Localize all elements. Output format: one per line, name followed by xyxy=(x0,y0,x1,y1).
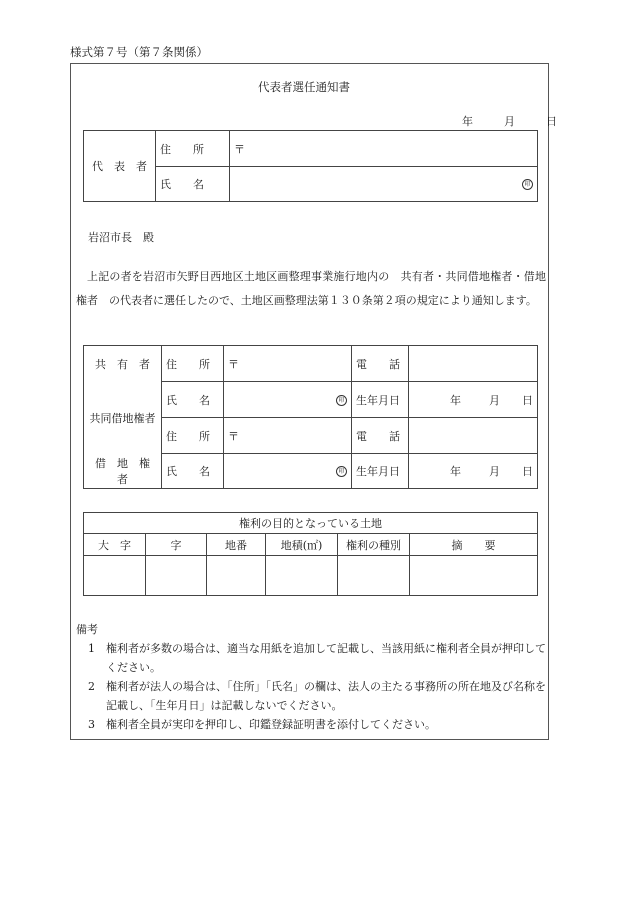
birth-day: 日 xyxy=(522,465,533,478)
date-month: 月 xyxy=(504,115,515,128)
note-item: 3 権利者全員が実印を押印し、印鑑登録証明書を添付してください。 xyxy=(88,718,436,731)
seal-icon: 印 xyxy=(336,395,347,406)
party2-address-field[interactable] xyxy=(224,418,352,454)
party1-birth-field[interactable] xyxy=(409,382,538,418)
birth-day: 日 xyxy=(522,393,533,407)
party1-name-label: 氏 名 xyxy=(162,382,224,418)
party2-name-field[interactable] xyxy=(224,454,352,489)
cell-right-type[interactable] xyxy=(338,556,410,596)
representative-address-field[interactable] xyxy=(230,131,538,167)
cell-oaza[interactable] xyxy=(84,556,146,596)
land-table-title: 権利の目的となっている土地 xyxy=(84,513,538,534)
representative-name-field[interactable] xyxy=(230,167,538,202)
party1-phone-field[interactable] xyxy=(409,346,538,382)
representative-name-label: 氏 名 xyxy=(156,167,230,202)
date-line xyxy=(462,113,557,129)
cell-aza[interactable] xyxy=(146,556,207,596)
party1-address-label: 住 所 xyxy=(162,346,224,382)
col-oaza: 大 字 xyxy=(84,534,146,556)
party2-phone-field[interactable] xyxy=(409,418,538,454)
col-lot-number: 地番 xyxy=(207,534,266,556)
col-area: 地積(㎡) xyxy=(266,534,338,556)
party2-address-label: 住 所 xyxy=(162,418,224,454)
party2-birth-field[interactable] xyxy=(409,454,538,489)
note-item: 1 権利者が多数の場合は、適当な用紙を追加して記載し、当該用紙に権利者全員が押印してください。 xyxy=(88,642,546,674)
form-number: 様式第７号（第７条関係） xyxy=(70,45,208,59)
notes-heading: 備考 xyxy=(76,623,98,636)
role-co-owner: 共 有 者 xyxy=(84,346,162,382)
col-right-type: 権利の種別 xyxy=(338,534,410,556)
note-item: 2 権利者が法人の場合は、「住所」「氏名」の欄は、法人の主たる事務所の所在地及び名称を記載し、「生年月日」は記載しないでください。 xyxy=(88,680,546,712)
addressee: 岩沼市長 殿 xyxy=(88,231,154,244)
party2-name-label: 氏 名 xyxy=(162,454,224,489)
representative-address-label: 住 所 xyxy=(156,131,230,167)
notes-section xyxy=(78,620,548,734)
parties-table xyxy=(83,345,538,489)
representative-label: 代 表 者 xyxy=(84,131,156,202)
party2-phone-label: 電 話 xyxy=(352,418,409,454)
body-text: 上記の者を岩沼市矢野目西地区土地区画整理事業施行地内の 共有者・共同借地権者・借地権者 の代表者に選任したので、土地区画整理法第１３０条第２項の規定により通知します。 xyxy=(76,270,546,307)
birth-month: 月 xyxy=(489,465,500,478)
date-year: 年 xyxy=(462,115,473,128)
date-day: 日 xyxy=(546,115,557,128)
role-joint-lessee: 共同借地権者 xyxy=(84,382,162,454)
party1-phone-label: 電 話 xyxy=(352,346,409,382)
land-table xyxy=(83,512,538,596)
birth-month: 月 xyxy=(489,393,500,407)
party2-birth-label: 生年月日 xyxy=(352,454,409,489)
birth-year: 年 xyxy=(450,465,461,478)
party1-birth-label: 生年月日 xyxy=(352,382,409,418)
col-aza: 字 xyxy=(146,534,207,556)
party1-address-field[interactable] xyxy=(224,346,352,382)
cell-remarks[interactable] xyxy=(410,556,538,596)
cell-lot-number[interactable] xyxy=(207,556,266,596)
seal-icon: 印 xyxy=(522,179,533,190)
birth-year: 年 xyxy=(450,393,461,407)
party1-name-field[interactable] xyxy=(224,382,352,418)
cell-area[interactable] xyxy=(266,556,338,596)
document-title: 代表者選任通知書 xyxy=(258,80,350,94)
postal-mark: 〒 xyxy=(228,357,239,371)
role-lessee: 借 地 権 者 xyxy=(84,454,162,489)
col-remarks: 摘 要 xyxy=(410,534,538,556)
postal-mark: 〒 xyxy=(228,429,239,443)
representative-table xyxy=(83,130,538,202)
postal-mark: 〒 xyxy=(234,142,245,156)
seal-icon: 印 xyxy=(336,466,347,477)
